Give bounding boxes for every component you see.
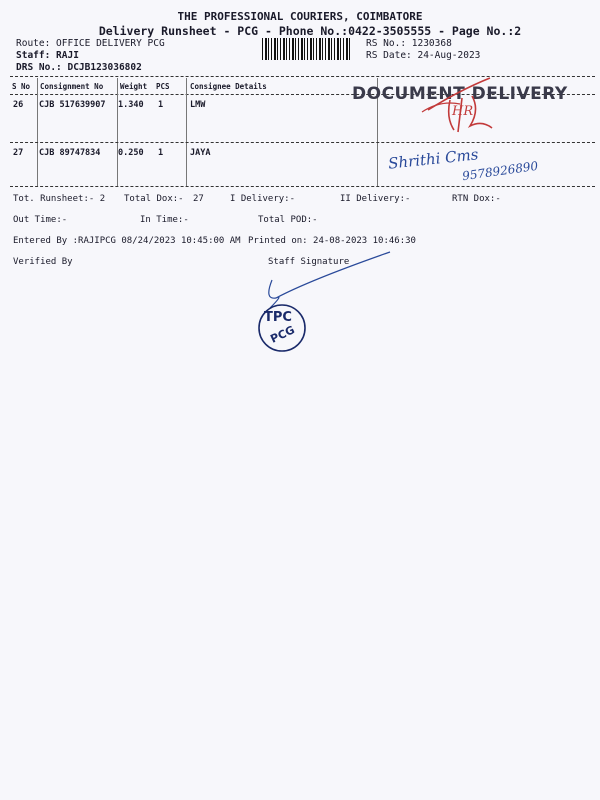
staff-signature-label: Staff Signature — [268, 257, 350, 267]
runsheet-subtitle: Delivery Runsheet - PCG - Phone No.:0422-3505555 - Page No.:2 — [98, 24, 522, 38]
ii-delivery: II Delivery:- — [340, 194, 411, 204]
printed-on: Printed on: 24-08-2023 10:46:30 — [248, 236, 416, 246]
grid-line — [37, 78, 38, 186]
total-dox-value: 27 — [193, 194, 204, 204]
rs-date: RS Date: 24-Aug-2023 — [366, 50, 481, 61]
route-label: Route: OFFICE DELIVERY PCG — [16, 38, 165, 49]
row-pcs: 1 — [158, 100, 164, 110]
row-pcs: 1 — [158, 148, 164, 158]
company-title: THE PROFESSIONAL COURIERS, COIMBATORE — [177, 10, 423, 23]
tot-runsheet: Tot. Runsheet:- 2 — [13, 194, 106, 204]
total-pod: Total POD:- — [258, 215, 318, 225]
handwriting-name: Shrithi Cms — [387, 145, 480, 173]
grid-line — [117, 78, 118, 186]
row-consignment: CJB 517639907 — [39, 100, 106, 110]
col-sno: S No — [12, 82, 31, 91]
barcode-icon — [262, 38, 352, 60]
entered-by: Entered By :RAJIPCG 08/24/2023 10:45:00 AM — [13, 236, 241, 246]
col-pcs: PCS — [156, 82, 170, 91]
verified-by: Verified By — [13, 257, 73, 267]
divider — [10, 142, 595, 143]
row-sno: 26 — [13, 100, 24, 110]
drs-number: DRS No.: DCJB123036802 — [16, 62, 142, 73]
row-weight: 0.250 — [118, 148, 144, 158]
handwriting-hr: HR — [452, 104, 474, 119]
col-weight: Weight — [120, 82, 148, 91]
out-time: Out Time:- — [13, 215, 68, 225]
col-consignee: Consignee Details — [190, 82, 267, 91]
row-consignee: JAYA — [190, 148, 211, 158]
in-time: In Time:- — [140, 215, 189, 225]
handwriting-phone: 9578926890 — [461, 158, 539, 184]
handwritten-hr-icon — [420, 70, 540, 140]
staff-label: Staff: RAJI — [16, 50, 79, 61]
col-consignment: Consignment No — [40, 82, 104, 91]
grid-line — [186, 78, 187, 186]
tpc-seal-icon — [256, 302, 306, 352]
i-delivery: I Delivery:- — [230, 194, 296, 204]
row-weight: 1.340 — [118, 100, 144, 110]
rtn-dox: RTN Dox:- — [452, 194, 501, 204]
row-consignee: LMW — [190, 100, 206, 110]
total-dox-label: Total Dox:- — [124, 194, 184, 204]
seal-text-top: TPC — [264, 310, 292, 325]
seal-text-bottom: PCG — [268, 323, 297, 346]
document-delivery-stamp: DOCUMENT DELIVERY — [352, 84, 568, 104]
row-consignment: CJB 89747834 — [39, 148, 101, 158]
row-sno: 27 — [13, 148, 24, 158]
rs-number: RS No.: 1230368 — [366, 38, 452, 49]
divider — [10, 186, 595, 187]
